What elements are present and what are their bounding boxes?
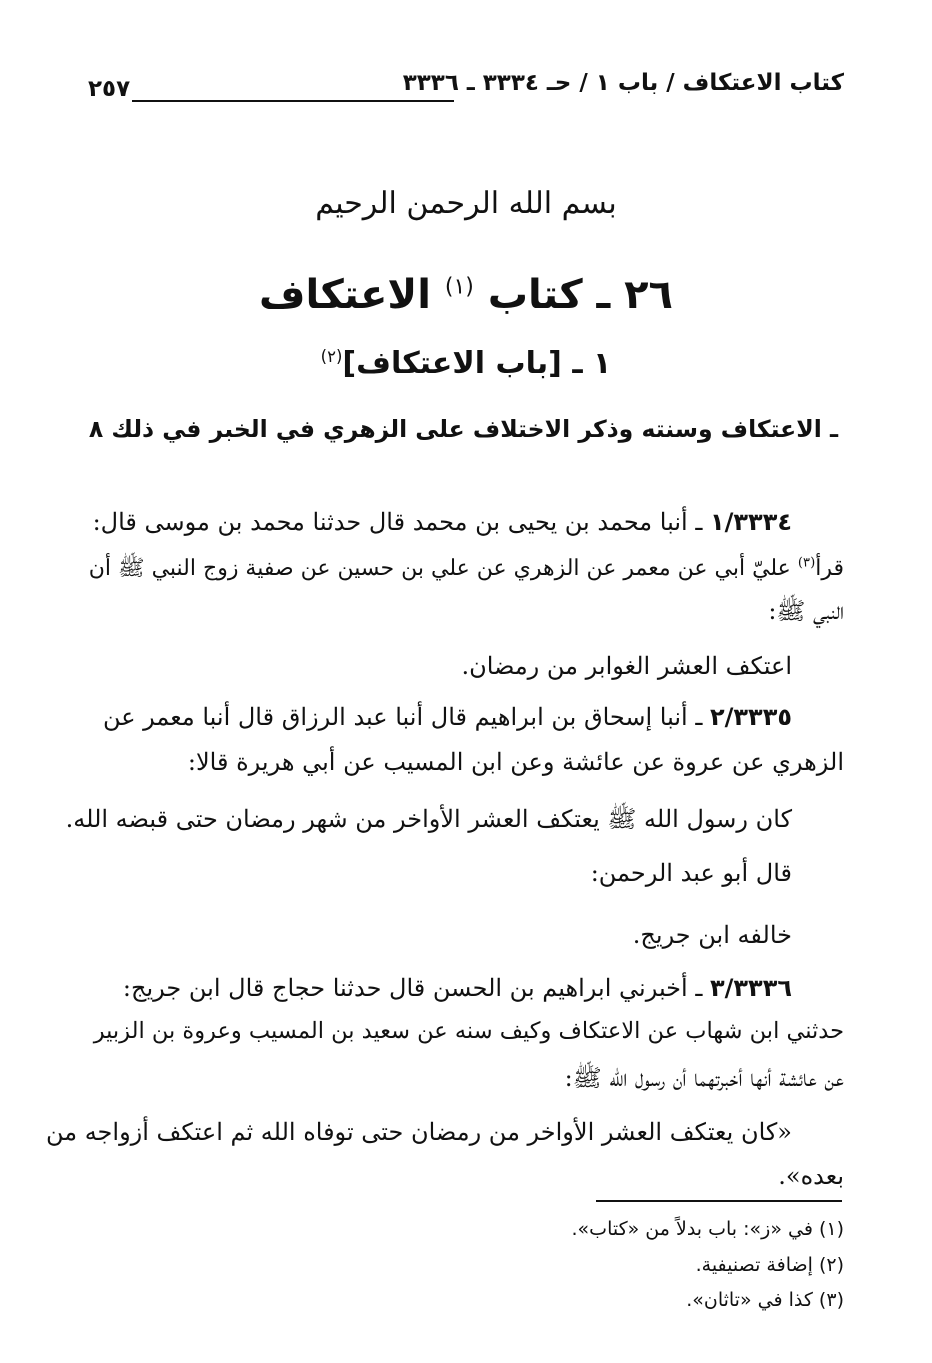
hadith-2-matn: كان رسول الله ﷺ يعتكف العشر الأواخر من شهر رمضان حتى قبضه الله. [65, 805, 792, 833]
hadith-1-line-3: النبي ﷺ: [768, 597, 844, 625]
author-remark-content: خالفه ابن جريج. [632, 921, 792, 949]
running-header-title: كتاب الاعتكاف / باب ١ / حـ ٣٣٣٤ ـ ٣٣٣٦ [402, 70, 844, 96]
hadith-3-matn-line-1: «كان يعتكف العشر الأواخر من رمضان حتى توفاه الله ثم اعتكف أزواجه من [45, 1118, 792, 1146]
footnote-2: (٢) إضافة تصنيفية. [695, 1254, 844, 1276]
hadith-1-line-1 [93, 508, 792, 536]
hadith-1-isnad-cont: عليّ أبي عن معمر عن الزهري عن علي بن حسين عن صفية زوج النبي ﷺ أن [88, 556, 798, 581]
hadith-1-qara: قرأ [815, 556, 844, 581]
hadith-2-isnad-start: ـ أنبا إسحاق بن ابراهيم قال أنبا عبد الرزاق قال أنبا معمر عن [102, 703, 710, 731]
hadith-3-line-3: عن عائشة أنها أخبرتهما أن رسول الله ﷺ: [564, 1064, 844, 1092]
hadith-2-number: ٢/٣٣٣٥ [709, 703, 792, 731]
section-title-text: ١ ـ [باب الاعتكاف] [342, 346, 612, 381]
hadith-3-line-1 [123, 974, 792, 1002]
footnote-ref-2: (٢) [320, 347, 343, 366]
footnote-3: (٣) كذا في «تاثان». [686, 1289, 844, 1311]
basmala: بسم الله الرحمن الرحيم [315, 186, 617, 221]
hadith-3-isnad-start: ـ أخبرني ابراهيم بن الحسن قال حدثنا حجاج قال ابن جريج: [122, 974, 710, 1002]
header-rule [132, 100, 454, 102]
hadith-1-matn: اعتكف العشر الغوابر من رمضان. [461, 652, 792, 680]
footnote-ref-1: (١) [444, 274, 474, 300]
author-remark: قال أبو عبد الرحمن: [590, 859, 792, 887]
footnote-ref-3: (٣) [797, 555, 816, 571]
footnote-1: (١) في «ز»: باب بدلاً من «كتاب». [571, 1218, 844, 1240]
hadith-3-number: ٣/٣٣٣٦ [709, 974, 792, 1002]
book-title-name: الاعتكاف [259, 272, 431, 318]
book-title [0, 272, 932, 318]
chapter-subheading: ـ الاعتكاف وسنته وذكر الاختلاف على الزهري في الخبر في ذلك ٨ [88, 415, 838, 443]
hadith-3-line-2: حدثني ابن شهاب عن الاعتكاف وكيف سنه عن سعيد بن المسيب وعروة بن الزبير [93, 1018, 844, 1044]
section-title [0, 346, 932, 381]
hadith-3-matn-line-2: بعده». [778, 1162, 844, 1190]
hadith-1-line-2 [89, 554, 844, 586]
hadith-2-line-2: الزهري عن عروة عن عائشة وعن ابن المسيب عن أبي هريرة قالا: [187, 748, 844, 776]
hadith-1-isnad-start: ـ أنبا محمد بن يحيى بن محمد قال حدثنا محمد بن موسى قال: [92, 508, 710, 536]
footnote-rule [596, 1200, 842, 1202]
hadith-1-number: ١/٣٣٣٤ [709, 508, 792, 536]
book-title-number-word: ٢٦ ـ كتاب [487, 272, 673, 318]
hadith-2-line-1 [103, 703, 792, 731]
page-number: ٢٥٧ [88, 76, 131, 102]
